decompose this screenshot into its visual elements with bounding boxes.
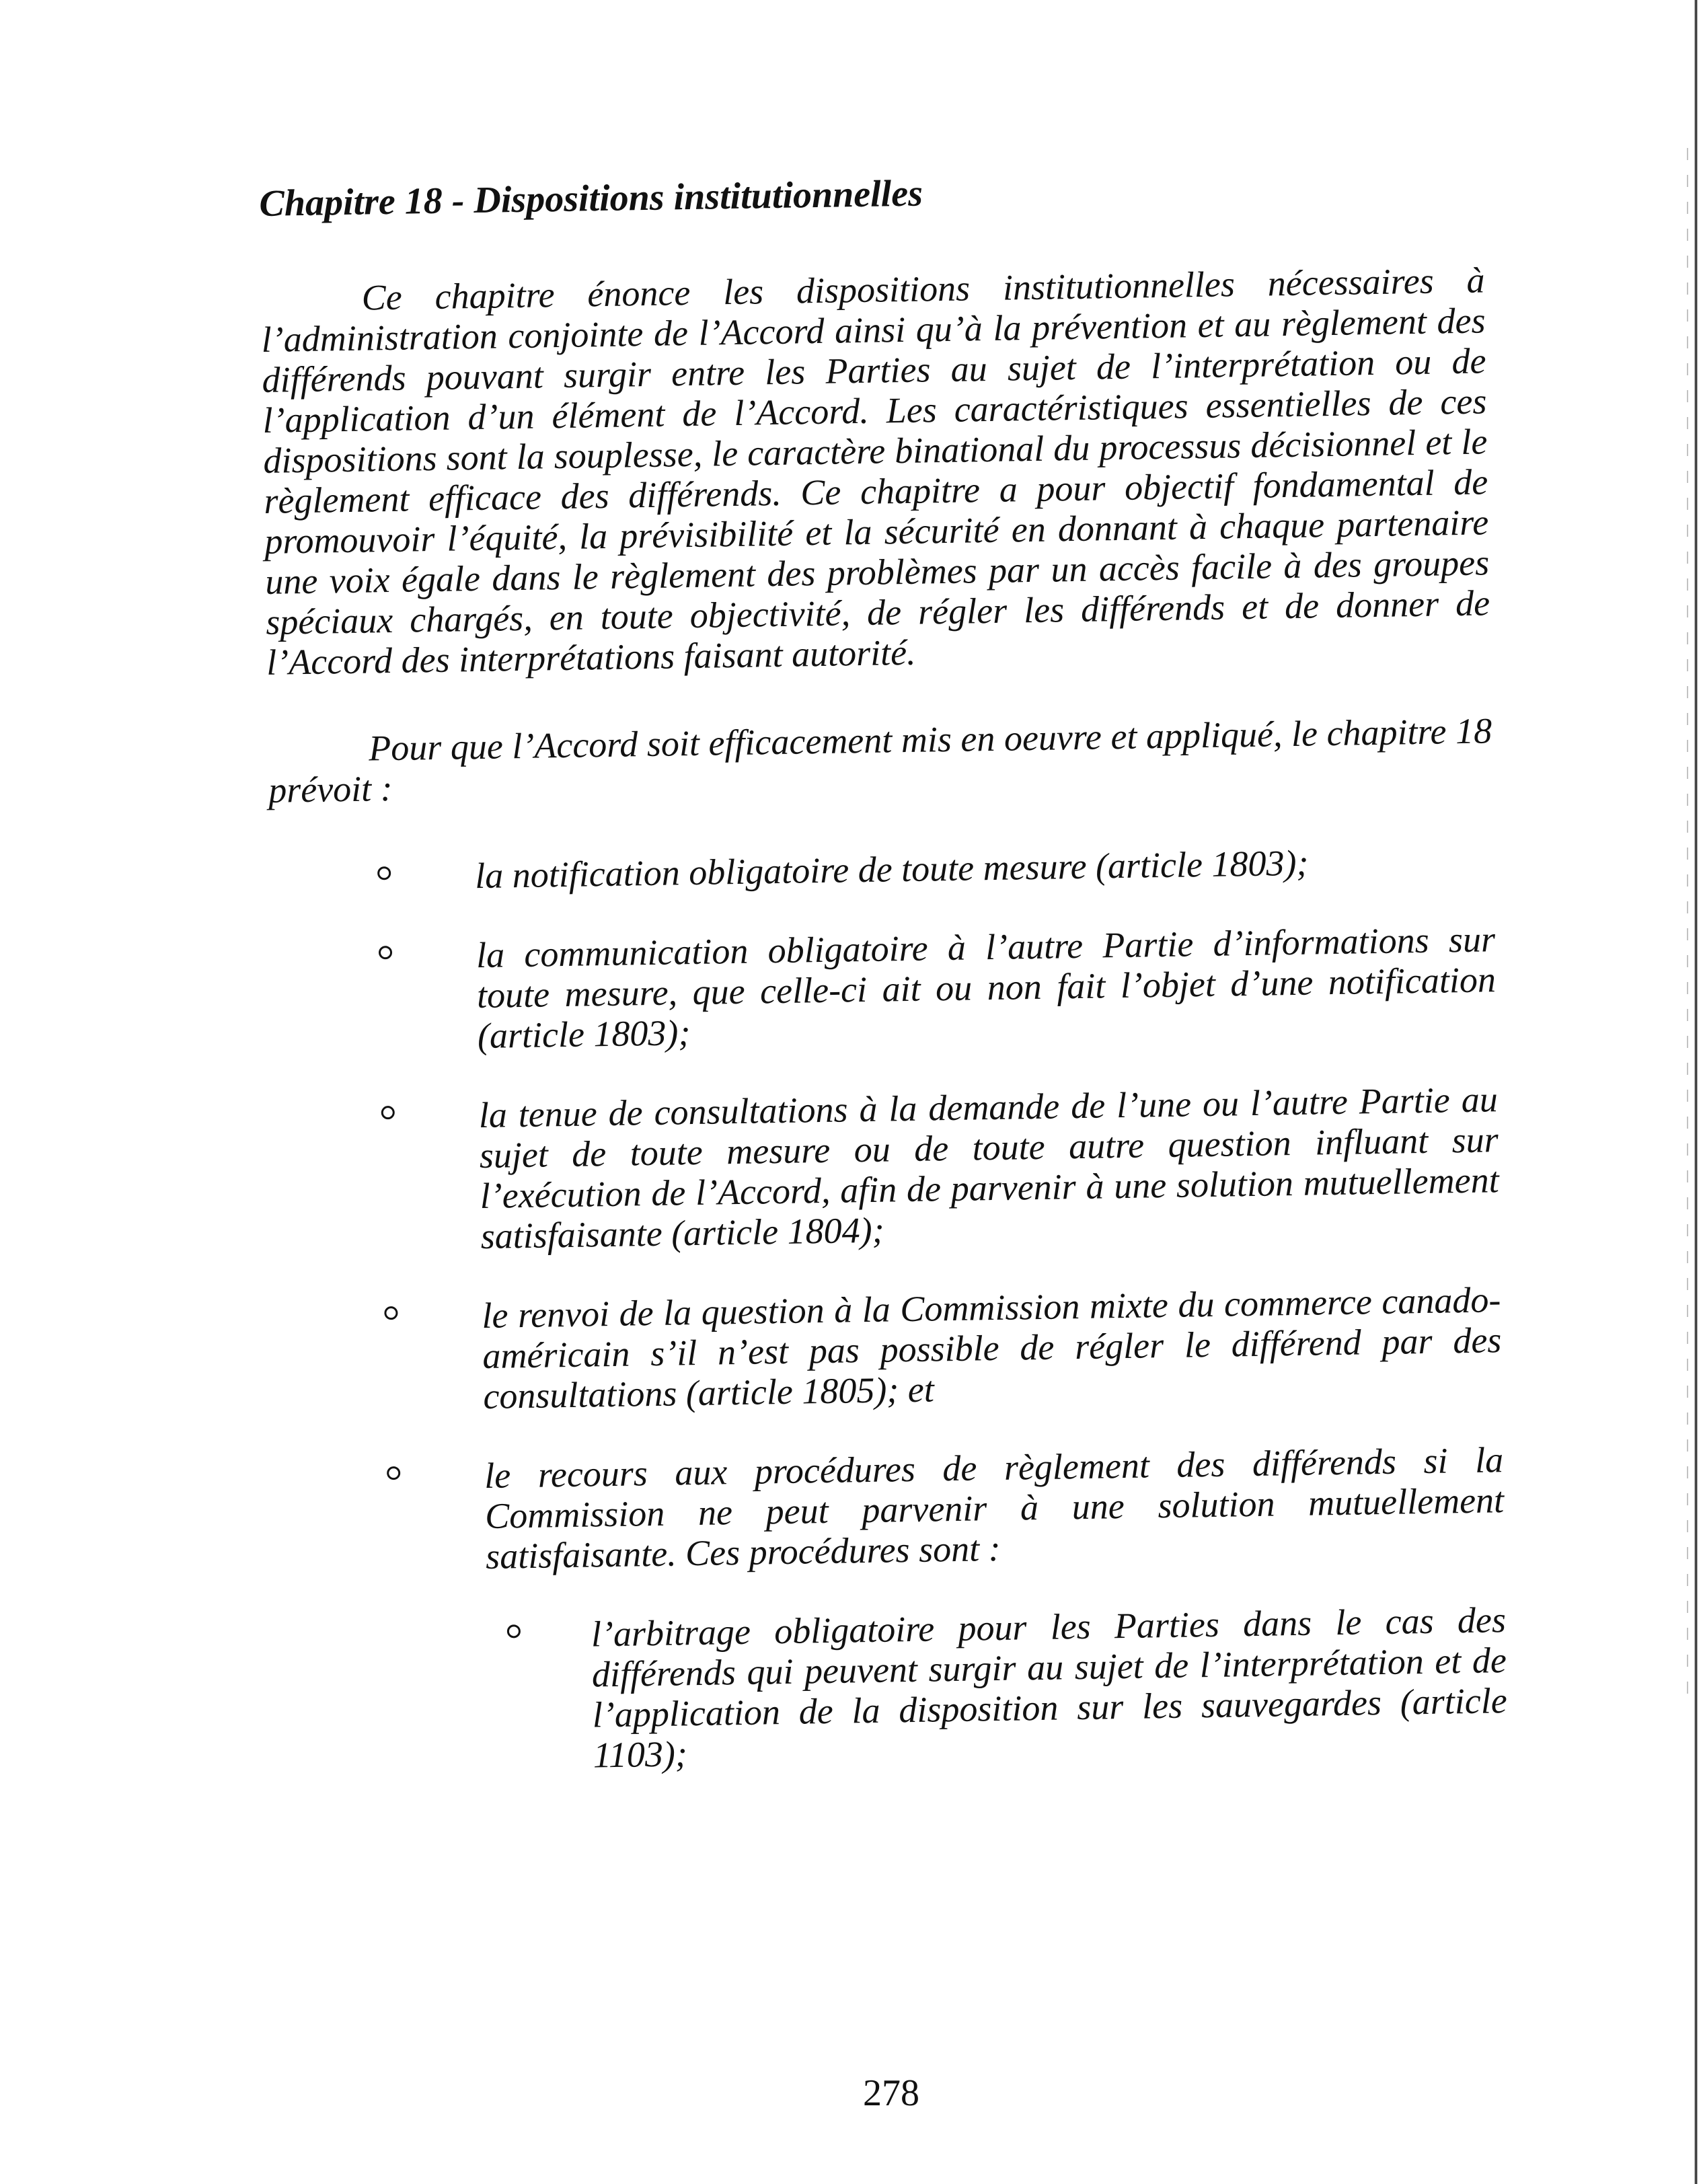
bullet-circle-icon (381, 1106, 395, 1119)
list-item-text: la communication obligatoire à l’autre Partie d’informations sur toute mesure, que celle-ci ait ou non fait l’objet d’une notification (article 1803); (476, 919, 1497, 1057)
bullet-circle-icon (379, 946, 392, 959)
list-item (271, 919, 1497, 1059)
list-item-text: le renvoi de la question à la Commission mixte du commerce canado-américain s’il n’est pas possible de régler le différend par des consultations (article 1805); et (482, 1279, 1502, 1417)
list-item (270, 839, 1494, 899)
sub-list-item-text: l’arbitrage obligatoire pour les Parties dans le cas des différends qui peuvent surgir au sujet de l’interprétation et de l’application de la disposition sur les sauvegardes (article 1103); (591, 1599, 1508, 1776)
procedures-sublist (282, 1599, 1509, 1780)
bullet-circle-icon (507, 1624, 521, 1638)
list-item-text: la tenue de consultations à la demande de l’une ou l’autre Partie au sujet de toute mesure ou de toute autre question influant sur l’exécution de l’Accord, afin de parvenir à une solution mutuellement satisfaisante (article 1804); (478, 1079, 1500, 1257)
list-item (273, 1079, 1500, 1260)
bullet-circle-icon (387, 1466, 400, 1480)
list-item-text: la notification obligatoire de toute mesure (article 1803); (474, 842, 1309, 897)
bullet-circle-icon (377, 866, 391, 880)
chapter-heading: Chapitre 18 - Dispositions institutionnelles (259, 172, 923, 225)
scan-edge-shadow (1687, 148, 1688, 1695)
page-number: 278 (863, 2072, 919, 2114)
intro-paragraph: Ce chapitre énonce les dispositions institutionnelles nécessaires à l’administration conjointe de l’Accord ainsi qu’à la prévention et au règlement des différends pouvant surgir entre les Parties au sujet de l’interprétation ou de l’application d’un élément de l’Accord. Les caractéristiques essentielles de ces dispositions sont la souplesse, le caractère binational du processus décisionnel et le règlement efficace des différends. Ce chapitre a pour objectif fondamental de promouvoir l’équité, la prévisibilité et la sécurité en donnant à chaque partenaire une voix égale dans le règlement des problèmes par un accès facile à des groupes spéciaux chargés, en toute objectivité, de régler les différends et de donner de l’Accord des interprétations faisant autorité. (261, 260, 1490, 683)
provisions-list (270, 839, 1508, 1780)
lead-paragraph: Pour que l’Accord soit efficacement mis en oeuvre et appliqué, le chapitre 18 prévoit : (268, 710, 1492, 811)
bullet-circle-icon (384, 1306, 398, 1320)
list-item-text: le recours aux procédures de règlement des différends si la Commission ne peut parvenir à une solution mutuellement satisfaisante. Ces procédures sont : (484, 1439, 1505, 1577)
list-item (276, 1279, 1503, 1420)
scan-edge (1694, 0, 1698, 2184)
document-page (259, 162, 1509, 1819)
sub-list-item (282, 1599, 1509, 1780)
list-item (279, 1439, 1508, 1780)
